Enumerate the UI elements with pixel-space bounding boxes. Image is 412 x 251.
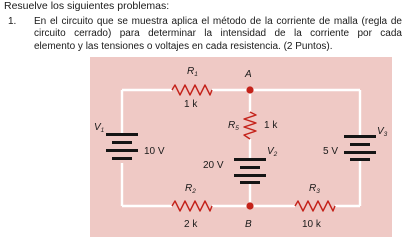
circuit-diagram [90,57,392,237]
battery-v2 [234,158,266,184]
problem-line-2: circuito cerrado) para determinar la intensidad de la corriente por cada [34,28,402,40]
r1-value: 1 k [184,99,198,110]
resistor-r5 [244,112,256,139]
instructions-heading: Resuelve los siguientes problemas: [4,0,170,12]
r2-label: $R_2$ [185,183,196,195]
v2-value: 20 V [203,160,224,171]
node-a-dot [246,86,253,93]
node-b-label: B [245,219,252,230]
problem-line-3: elemento y las tensiones o voltajes en cada resistencia. (2 Puntos). [34,40,333,52]
node-a-label: A [245,69,252,80]
problem-number: 1. [8,16,17,27]
v2-label: $V_2$ [267,146,278,158]
circuit-figure [90,57,392,237]
resistor-r1 [172,85,212,95]
resistor-r3 [295,201,335,211]
battery-v1 [106,133,138,160]
problem-line-1: En el circuito que se muestra aplica el método de la corriente de malla (regla de [34,16,402,27]
r1-label: $R_1$ [187,66,198,78]
r5-value: 1 k [264,120,278,131]
problem-statement [34,16,402,53]
r2-value: 2 k [184,219,198,230]
battery-v3 [344,135,376,161]
v3-label: $V_3$ [377,126,388,138]
r3-value: 10 k [302,219,321,230]
v1-label: $V_1$ [94,122,105,134]
v1-value: 10 V [144,146,165,157]
resistor-r2 [172,201,212,211]
r3-label: $R_3$ [309,183,320,195]
v3-value: 5 V [323,146,339,157]
r5-label: $R_5$ [228,120,239,132]
node-b-dot [246,202,253,209]
